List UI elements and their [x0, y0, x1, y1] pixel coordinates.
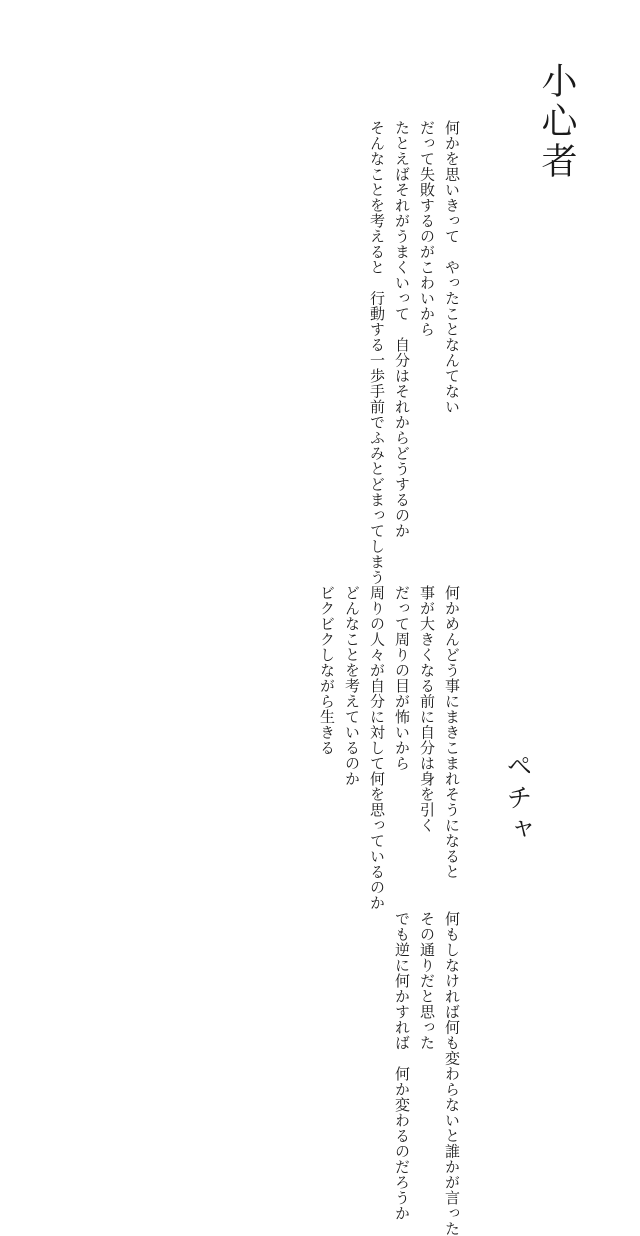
stanza-1 — [314, 120, 464, 585]
poem-line: 何もしなければ何も変わらないと誰かが言った — [439, 911, 464, 1236]
poem-line: だって周りの目が怖いから — [389, 585, 414, 911]
poem-line: 何かを思いきって やったことなんてない — [439, 120, 464, 585]
poem-line: どんなことを考えているのか — [339, 585, 364, 911]
poem-line: ビクビクしながら生きる — [314, 585, 339, 911]
poem-title: 小心者 — [538, 62, 574, 182]
poem-line: 何かめんどう事にまきこまれそうになると — [439, 585, 464, 911]
poem-line: 事が大きくなる前に自分は身を引く — [414, 585, 439, 911]
poem-line: でも逆に何かすれば 何か変わるのだろうか — [389, 911, 414, 1236]
poem-body — [282, 120, 464, 640]
poem-line: 周りの人々が自分に対して何を思っているのか — [364, 585, 389, 911]
poem-line: たとえばそれがうまくいって 自分はそれからどうするのか — [389, 120, 414, 585]
poem-line: そんなことを考えると 行動する一歩手前でふみとどまってしまう — [364, 120, 389, 585]
stanza-3 — [314, 911, 464, 1236]
poem-line: その通りだと思った — [414, 911, 439, 1236]
stanza-2 — [314, 585, 464, 911]
author-name: ペチャ — [504, 752, 530, 848]
poem-line: だって失敗するのがこわいから — [414, 120, 439, 585]
